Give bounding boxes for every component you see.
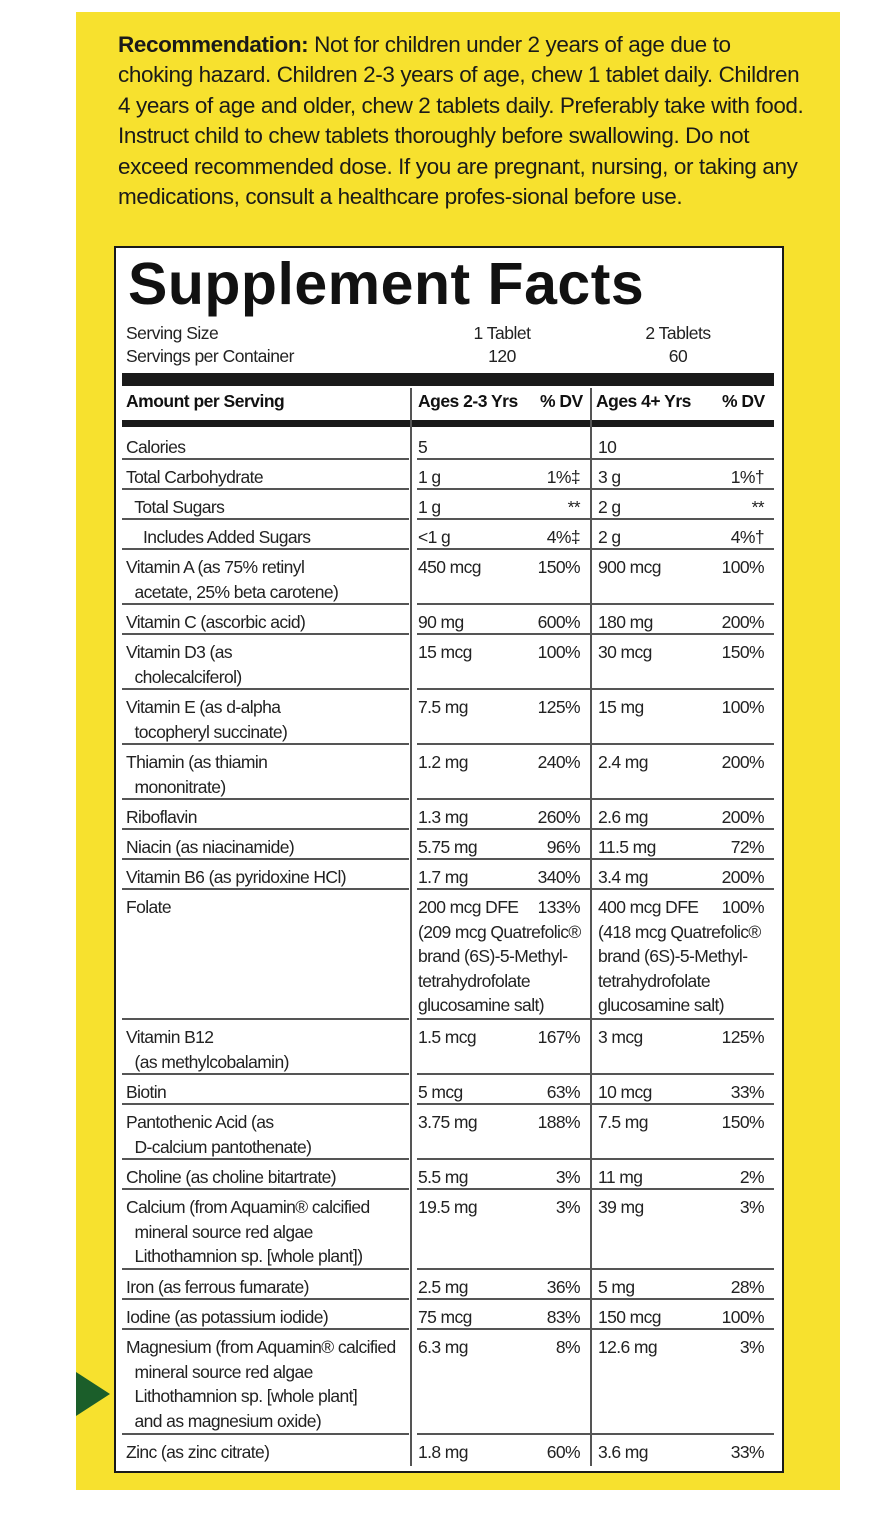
table-row	[122, 830, 774, 860]
dv-ages-4-plus: 100%	[721, 1307, 764, 1327]
amount-ages-2-3: 5	[418, 437, 428, 457]
amount-ages-4-plus: 400 mcg DFE (418 mcg Quatrefolic® brand (6S)-5-Methyl- tetrahydrofolate glucosamine salt)	[598, 897, 761, 1015]
nutrient-name: Total Carbohydrate	[126, 467, 264, 487]
amount-ages-4-plus: 3 g	[598, 467, 621, 487]
recommendation-body: Not for children under 2 years of age due to choking hazard. Children 2-3 years of age, chew 1 tablet daily. Children 4 years of age and older, chew 2 tablets daily. Preferably take with food. Instruct child to chew tablets thoroughly before swallowing. Do not exceed recommended dose. If you are pregnant, nursing, or taking any medications, consult a healthcare profes-sional before use.	[118, 32, 804, 210]
dv-ages-4-plus: **	[751, 497, 764, 517]
amount-ages-4-plus: 11.5 mg	[598, 837, 656, 857]
dv-ages-2-3: 36%	[546, 1277, 580, 1297]
amount-ages-4-plus: 900 mcg	[598, 557, 661, 577]
nutrient-name: Thiamin (as thiamin mononitrate)	[126, 752, 268, 797]
dv-ages-2-3: **	[567, 497, 580, 517]
dv-ages-4-plus: 28%	[730, 1277, 764, 1297]
table-row	[122, 460, 774, 490]
amount-ages-4-plus: 5 mg	[598, 1277, 635, 1297]
amount-ages-4-plus: 2.6 mg	[598, 807, 648, 827]
amount-ages-4-plus: 3 mcg	[598, 1027, 643, 1047]
amount-ages-2-3: 90 mg	[418, 612, 464, 632]
amount-ages-4-plus: 180 mg	[598, 612, 653, 632]
green-arrow-icon	[76, 1372, 110, 1416]
table-row	[122, 1435, 774, 1466]
amount-ages-2-3: 1.3 mg	[418, 807, 468, 827]
serving-size-a: 1 Tablet	[473, 323, 531, 343]
amount-ages-4-plus: 2.4 mg	[598, 752, 648, 772]
nutrient-name: Riboflavin	[126, 807, 197, 827]
nutrient-name: Iron (as ferrous fumarate)	[126, 1277, 309, 1297]
dv-ages-4-plus: 33%	[730, 1082, 764, 1102]
amount-ages-2-3: 1 g	[418, 497, 441, 517]
recommendation-text	[118, 30, 808, 212]
dv-ages-2-3: 3%	[555, 1197, 580, 1217]
column-divider	[590, 388, 592, 1466]
amount-ages-2-3: 450 mcg	[418, 557, 481, 577]
nutrient-name: Vitamin D3 (as cholecalciferol)	[126, 642, 242, 687]
amount-ages-4-plus: 12.6 mg	[598, 1337, 658, 1357]
nutrient-name: Pantothenic Acid (as D-calcium pantothenate)	[126, 1112, 312, 1157]
dv-ages-4-plus: 3%	[739, 1197, 764, 1217]
header-ages-a: Ages 2-3 Yrs	[418, 391, 518, 411]
nutrient-name: Iodine (as potassium iodide)	[126, 1307, 329, 1327]
amount-ages-4-plus: 2 g	[598, 527, 621, 547]
dv-ages-4-plus: 4%†	[730, 527, 764, 547]
table-row	[122, 605, 774, 635]
dv-ages-2-3: 100%	[537, 642, 580, 662]
dv-ages-2-3: 133%	[537, 897, 580, 917]
nutrient-name: Vitamin A (as 75% retinyl acetate, 25% beta carotene)	[126, 557, 339, 602]
table-row	[122, 1270, 774, 1300]
dv-ages-2-3: 4%‡	[546, 527, 580, 547]
table-row	[122, 1330, 774, 1435]
recommendation-heading: Recommendation:	[118, 32, 309, 57]
amount-ages-2-3: 5.5 mg	[418, 1167, 468, 1187]
dv-ages-4-plus: 1%†	[730, 467, 764, 487]
amount-ages-2-3: 1.8 mg	[418, 1442, 468, 1462]
amount-ages-2-3: 15 mcg	[418, 642, 472, 662]
dv-ages-4-plus: 150%	[721, 642, 764, 662]
nutrient-name: Folate	[126, 897, 172, 917]
dv-ages-4-plus: 200%	[721, 612, 764, 632]
amount-ages-4-plus: 150 mcg	[598, 1307, 661, 1327]
amount-ages-2-3: 75 mcg	[418, 1307, 472, 1327]
table-row	[122, 690, 774, 745]
nutrient-name: Calories	[126, 437, 186, 457]
amount-ages-4-plus: 3.6 mg	[598, 1442, 648, 1462]
nutrient-name: Magnesium (from Aquamin® calcified mineral source red algae Lithothamnion sp. [whole plant] and as magnesium oxide)	[126, 1337, 396, 1431]
table-row	[122, 490, 774, 520]
nutrient-name: Vitamin C (ascorbic acid)	[126, 612, 306, 632]
amount-ages-4-plus: 30 mcg	[598, 642, 652, 662]
amount-ages-4-plus: 11 mg	[598, 1167, 643, 1187]
dv-ages-2-3: 167%	[537, 1027, 580, 1047]
amount-ages-4-plus: 15 mg	[598, 697, 644, 717]
nutrient-name: Niacin (as niacinamide)	[126, 837, 295, 857]
amount-ages-2-3: 19.5 mg	[418, 1197, 478, 1217]
dv-ages-2-3: 188%	[537, 1112, 580, 1132]
dv-ages-2-3: 150%	[537, 557, 580, 577]
table-row	[122, 800, 774, 830]
column-divider	[410, 388, 412, 1466]
servings-per-container-label: Servings per Container	[126, 346, 294, 366]
dv-ages-4-plus: 200%	[721, 867, 764, 887]
dv-ages-2-3: 63%	[546, 1082, 580, 1102]
dv-ages-4-plus: 125%	[721, 1027, 764, 1047]
nutrient-name: Vitamin B12 (as methylcobalamin)	[126, 1027, 289, 1072]
table-row	[122, 745, 774, 800]
table-row	[122, 1300, 774, 1330]
dv-ages-4-plus: 100%	[721, 697, 764, 717]
serving-size-label: Serving Size	[126, 323, 219, 343]
nutrient-name: Total Sugars	[126, 497, 225, 517]
header-ages-b: Ages 4+ Yrs	[596, 391, 691, 411]
dv-ages-4-plus: 72%	[730, 837, 764, 857]
amount-ages-4-plus: 3.4 mg	[598, 867, 648, 887]
header-dv-b: % DV	[722, 391, 765, 411]
dv-ages-2-3: 260%	[537, 807, 580, 827]
amount-ages-4-plus: 2 g	[598, 497, 621, 517]
amount-ages-2-3: 3.75 mg	[418, 1112, 478, 1132]
dv-ages-4-plus: 150%	[721, 1112, 764, 1132]
dv-ages-4-plus: 2%	[739, 1167, 764, 1187]
table-row	[122, 550, 774, 605]
nutrient-name: Calcium (from Aquamin® calcified mineral source red algae Lithothamnion sp. [whole plant])	[126, 1197, 370, 1266]
amount-ages-2-3: 1.7 mg	[418, 867, 468, 887]
supplement-facts-title: Supplement Facts	[128, 251, 645, 317]
nutrient-name: Choline (as choline bitartrate)	[126, 1167, 336, 1187]
dv-ages-2-3: 3%	[555, 1167, 580, 1187]
serving-size-b: 2 Tablets	[645, 323, 711, 343]
dv-ages-2-3: 8%	[555, 1337, 580, 1357]
dv-ages-4-plus: 100%	[721, 897, 764, 917]
nutrient-name: Vitamin B6 (as pyridoxine HCl)	[126, 867, 346, 887]
amount-ages-4-plus: 7.5 mg	[598, 1112, 648, 1132]
amount-ages-2-3: 5.75 mg	[418, 837, 478, 857]
servings-a: 120	[488, 346, 516, 366]
dv-ages-4-plus: 100%	[721, 557, 764, 577]
amount-ages-2-3: 200 mcg DFE (209 mcg Quatrefolic® brand (6S)-5-Methyl- tetrahydrofolate glucosamine salt)	[418, 897, 581, 1015]
nutrient-name: Vitamin E (as d-alpha tocopheryl succinate)	[126, 697, 288, 742]
amount-ages-4-plus: 10 mcg	[598, 1082, 652, 1102]
dv-ages-2-3: 600%	[537, 612, 580, 632]
table-row	[122, 860, 774, 890]
table-row	[122, 520, 774, 550]
dv-ages-2-3: 125%	[537, 697, 580, 717]
header-dv-a: % DV	[540, 391, 583, 411]
table-row	[122, 890, 774, 1020]
dv-ages-2-3: 240%	[537, 752, 580, 772]
table-row	[122, 1075, 774, 1105]
dv-ages-2-3: 60%	[546, 1442, 580, 1462]
nutrient-name: Zinc (as zinc citrate)	[126, 1442, 270, 1462]
table-row	[122, 635, 774, 690]
table-row	[122, 1190, 774, 1270]
dv-ages-4-plus: 33%	[730, 1442, 764, 1462]
amount-ages-2-3: 1.2 mg	[418, 752, 468, 772]
dv-ages-2-3: 340%	[537, 867, 580, 887]
table-row	[122, 430, 774, 460]
amount-ages-2-3: 1 g	[418, 467, 441, 487]
table-row	[122, 1020, 774, 1075]
dv-ages-2-3: 1%‡	[546, 467, 580, 487]
amount-ages-2-3: 1.5 mcg	[418, 1027, 477, 1047]
nutrient-name: Includes Added Sugars	[126, 527, 311, 547]
dv-ages-2-3: 96%	[546, 837, 580, 857]
amount-ages-2-3: 7.5 mg	[418, 697, 468, 717]
amount-ages-2-3: 2.5 mg	[418, 1277, 468, 1297]
table-row	[122, 1105, 774, 1160]
thick-rule	[122, 373, 774, 386]
servings-b: 60	[668, 346, 688, 366]
table-row	[122, 1160, 774, 1190]
amount-ages-2-3: 6.3 mg	[418, 1337, 468, 1357]
header-rule	[122, 420, 774, 427]
amount-ages-2-3: 5 mcg	[418, 1082, 463, 1102]
header-amount-per-serving: Amount per Serving	[126, 391, 285, 411]
nutrient-name: Biotin	[126, 1082, 167, 1102]
amount-ages-4-plus: 39 mg	[598, 1197, 644, 1217]
amount-ages-4-plus: 10	[598, 437, 617, 457]
dv-ages-4-plus: 200%	[721, 752, 764, 772]
amount-ages-2-3: <1 g	[418, 527, 451, 547]
dv-ages-4-plus: 3%	[739, 1337, 764, 1357]
dv-ages-2-3: 83%	[546, 1307, 580, 1327]
dv-ages-4-plus: 200%	[721, 807, 764, 827]
